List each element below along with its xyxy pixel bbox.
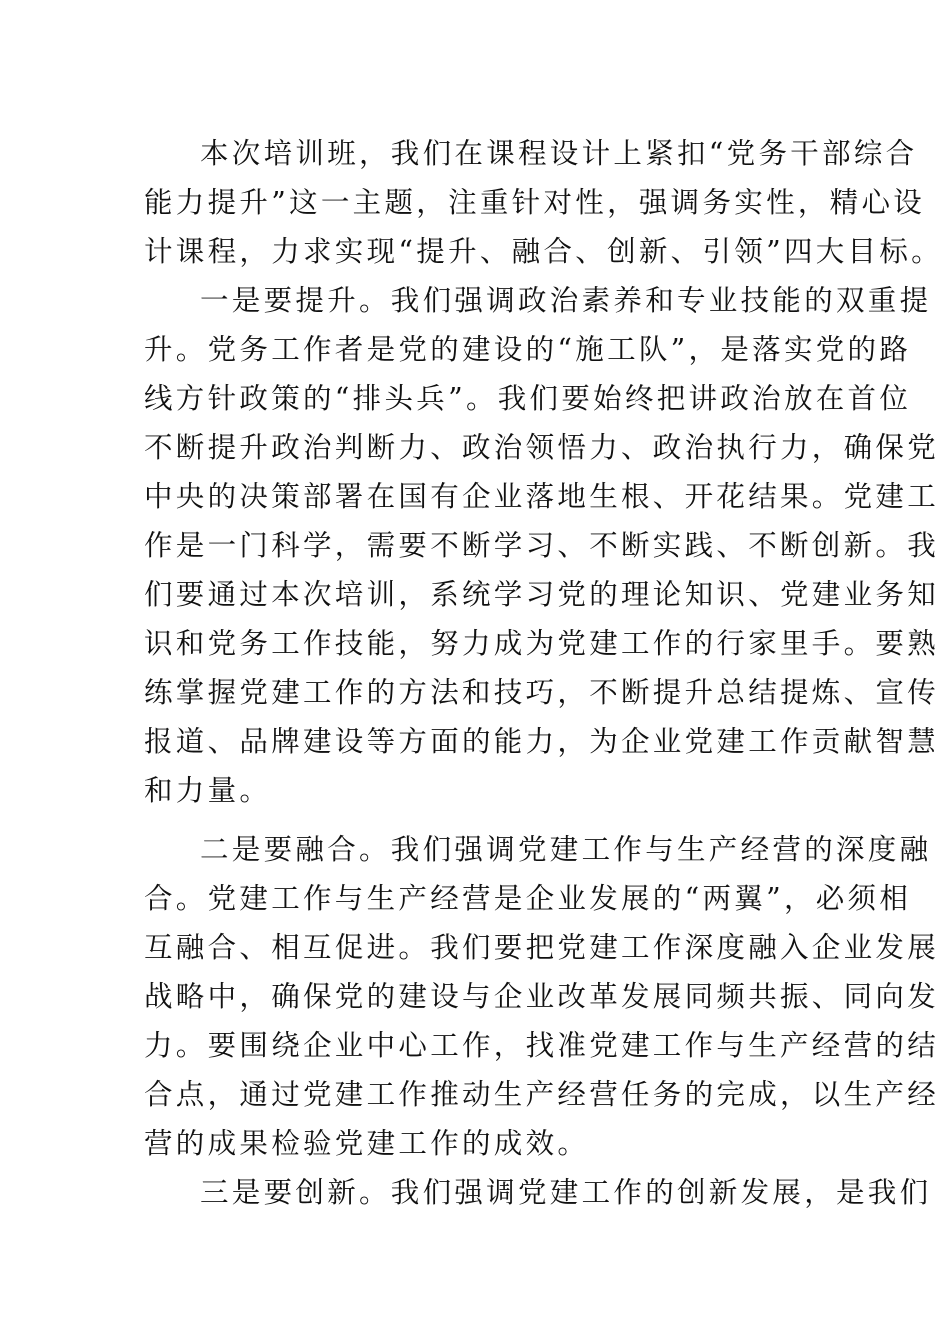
paragraph-3-line-6: 合点，通过党建工作推动生产经营任务的完成，以生产经 <box>144 1078 940 1111</box>
paragraph-3-line-1: 二是要融合。我们强调党建工作与生产经营的深度融 <box>200 833 932 866</box>
paragraph-1-line-1: 本次培训班，我们在课程设计上紧扣“党务干部综合 <box>200 137 918 170</box>
paragraph-2-line-7: 们要通过本次培训，系统学习党的理论知识、党建业务知 <box>144 578 940 611</box>
paragraph-2-line-6: 作是一门科学，需要不断学习、不断实践、不断创新。我 <box>144 529 940 562</box>
paragraph-3-line-3: 互融合、相互促进。我们要把党建工作深度融入企业发展 <box>144 931 940 964</box>
paragraph-4-line-1: 三是要创新。我们强调党建工作的创新发展，是我们 <box>200 1176 932 1209</box>
paragraph-2-line-1: 一是要提升。我们强调政治素养和专业技能的双重提 <box>200 284 932 317</box>
paragraph-1-line-3: 计课程，力求实现“提升、融合、创新、引领”四大目标。 <box>144 235 943 268</box>
paragraph-3-line-4: 战略中，确保党的建设与企业改革发展同频共振、同向发 <box>144 980 940 1013</box>
paragraph-2-line-9: 练掌握党建工作的方法和技巧，不断提升总结提炼、宣传 <box>144 676 940 709</box>
paragraph-3-line-7: 营的成果检验党建工作的成效。 <box>144 1127 590 1160</box>
paragraph-2-line-8: 识和党务工作技能，努力成为党建工作的行家里手。要熟 <box>144 627 940 660</box>
paragraph-2-line-4: 不断提升政治判断力、政治领悟力、政治执行力，确保党 <box>144 431 940 464</box>
paragraph-2-line-10: 报道、品牌建设等方面的能力，为企业党建工作贡献智慧 <box>144 725 940 758</box>
paragraph-2-line-2: 升。党务工作者是党的建设的“施工队”，是落实党的路 <box>144 333 912 366</box>
paragraph-2-line-5: 中央的决策部署在国有企业落地生根、开花结果。党建工 <box>144 480 940 513</box>
paragraph-1-line-2: 能力提升”这一主题，注重针对性，强调务实性，精心设 <box>144 186 926 219</box>
paragraph-2-line-11: 和力量。 <box>144 774 272 807</box>
paragraph-2-line-3: 线方针政策的“排头兵”。我们要始终把讲政治放在首位 <box>144 382 912 415</box>
paragraph-3-line-2: 合。党建工作与生产经营是企业发展的“两翼”，必须相 <box>144 882 912 915</box>
paragraph-3-line-5: 力。要围绕企业中心工作，找准党建工作与生产经营的结 <box>144 1029 940 1062</box>
